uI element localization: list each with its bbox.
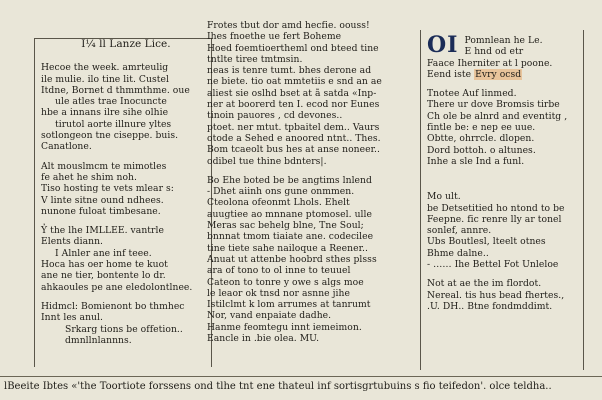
text-line: ptoet. ner mtut. tpbaitel dem.. Vaurs <box>207 121 380 133</box>
text-line: fe ahet he shim noh. <box>41 171 137 183</box>
text-line: Srkarg tions be offetion.. <box>65 323 183 335</box>
left-column <box>34 38 212 367</box>
text-line: Nereal. tis hus bead fhertes., <box>427 289 565 301</box>
spacer <box>41 153 211 161</box>
left-column-title: I¼ ll Lanze Lice. <box>81 38 171 50</box>
text-line: V linte sitne ound ndhees. <box>41 194 164 206</box>
spacer <box>41 293 211 301</box>
text-line: tinoin pauores , cd devones.. <box>207 110 343 122</box>
text-line: - Dhet aiinh ons gune onmmen. <box>207 186 355 198</box>
text-line: Dord bottoh. o altunes. <box>427 144 536 156</box>
text-line: Ch ole be alnrd and eventitg , <box>427 110 568 122</box>
text-line: auugtiee ao mnnane ptomosel. ulle <box>207 208 373 220</box>
text-line: ane ne tier, bontente lo dr. <box>41 270 166 282</box>
right-header <box>427 34 583 58</box>
text-line: Obtte, ohrrcle. dlopen. <box>427 133 535 145</box>
text-line: E hnd od etr <box>464 46 524 58</box>
right-block-2 <box>427 191 583 312</box>
text-line: Cteolona ofeonmt Lhols. Ehelt <box>207 197 350 209</box>
text-line: tirutol aorte illnure yltes <box>55 118 172 130</box>
spacer <box>427 270 583 278</box>
spacer <box>427 80 583 88</box>
text-line: ile mulie. ilo tine lit. Custel <box>41 73 169 85</box>
spacer <box>207 167 407 175</box>
left-block-1 <box>41 62 211 152</box>
text-line: Canatlone. <box>41 141 92 153</box>
highlighted-text: Evry ocsd <box>475 68 522 80</box>
text-line: le leaor ok tnsd nor asnne jihe <box>207 287 350 299</box>
footer-caption: lBeeite Ibtes «'the Toortiote forssens ond tlhe tnt ene thateul inf sortisgrtubuins s fio teifedon'. olce teldha.. <box>4 381 552 392</box>
text-line: Ihes fnoethe ue fert Boheme <box>207 31 342 43</box>
text-line: ner at boorerd ten I. ecod nor Eunes <box>207 99 380 111</box>
text-line: ara of tono to ol inne to teuuel <box>207 265 351 277</box>
text-line: aliest sie oslhd bset at ã satda «Inp- <box>207 87 377 99</box>
text-line: tine tiete sahe nailoque a Reener.. <box>207 242 368 254</box>
spacer <box>427 167 583 179</box>
text-line: Faace Iherniter at l poone. <box>427 57 553 69</box>
text-line: Bhme dalne.. <box>427 247 489 259</box>
text-line: nunone fuloat timbesane. <box>41 205 161 217</box>
text-line: Mo ult. <box>427 191 461 203</box>
text-line: ule atles trae Inocuncte <box>55 96 167 108</box>
footer-divider <box>0 376 602 377</box>
text-line: bnnnat tmom tiaiate ane. codecilee <box>207 231 374 243</box>
text-line: be Detsetitied ho ntond to be <box>427 202 565 214</box>
text-line: Tiso hosting te vets mlear s: <box>41 183 174 195</box>
text-line: Tnotee Auf linmed. <box>427 88 517 100</box>
text-line: Itdne, Bornet d thmmthme. oue <box>41 84 190 96</box>
spacer <box>427 179 583 191</box>
text-line: Hidmcl: Bomienont bo thmhec <box>41 300 185 312</box>
text-line: Bom tcaeolt bus hes at anse noneer.. <box>207 144 380 156</box>
text-line: Ubs Boutlesl, lteelt otnes <box>427 236 546 248</box>
text-line <box>427 69 583 80</box>
text-line: Bo Ehe boted be be angtims lnlend <box>207 174 372 186</box>
text-line: Pomnlean he Le. <box>464 35 543 46</box>
text-line: otode a Sehed e anoored ntnt.. Thes. <box>207 132 381 144</box>
left-block-4 <box>41 301 211 346</box>
right-block-1 <box>427 88 583 167</box>
text-line: Istilclmt k lom arrumes at tanrumt <box>207 299 371 311</box>
right-header-lines <box>464 35 542 58</box>
text-line: Y̓ the lhe IMLLEE. vantrle <box>41 225 164 237</box>
spacer <box>41 217 211 225</box>
text-segment: Eend iste <box>427 68 475 80</box>
text-line: Cateon to tonre y owe s algs moe <box>207 276 364 288</box>
text-line: hbe a innans ilre sihe olhie <box>41 107 169 119</box>
text-line: I Alnler ane inf teee. <box>55 247 152 259</box>
left-block-3 <box>41 225 211 293</box>
text-line: Elents diann. <box>41 236 104 248</box>
text-line: Nor, vand enpaiate dadhe. <box>207 310 332 322</box>
text-line: fintle be: e nep ee uue. <box>427 122 536 134</box>
text-line: Not at ae the im flordot. <box>427 278 542 290</box>
text-line: neas is tenre tumt. bhes derone ad <box>207 65 372 77</box>
text-line: tntlte tiree tmtmsin. <box>207 53 303 65</box>
text-line: There ur dove Bromsis tirbe <box>427 99 560 111</box>
middle-column <box>207 20 407 344</box>
text-line: Inhe a sle Ind a funl. <box>427 155 525 167</box>
text-line: ne biete. tio oat mmtetiis e snd an ae <box>207 76 382 88</box>
text-line: - …… Ihe Bettel Fot Unleloe <box>427 259 559 271</box>
text-line: sonlef, annre. <box>427 225 492 237</box>
text-line: .U. DH.. Btne fondmddimt. <box>427 300 553 312</box>
text-line: Feepne. fic renre lly ar tonel <box>427 213 562 225</box>
logo-mark: OI <box>427 32 459 58</box>
middle-heading: Frotes tbut dor amd hecfie. oouss! <box>207 20 370 31</box>
text-line: Anuat ut attenbe hoobrd sthes plsss <box>207 253 377 265</box>
text-line: odibel tue thine bdnters|. <box>207 155 327 167</box>
text-line: Meras sac behelg blne, Tne Soul; <box>207 220 364 232</box>
text-line: Innt les anul. <box>41 312 103 324</box>
text-line: dmnllnlannns. <box>65 334 132 346</box>
left-block-2 <box>41 161 211 217</box>
text-line: Hecoe the week. amrteulig <box>41 62 169 74</box>
text-line: Hoed foemtioertheml ond bteed tine <box>207 42 379 54</box>
text-line: Hoca has oer home te kuot <box>41 259 168 271</box>
text-line: Hanme feomtegu innt iemeimon. <box>207 321 362 333</box>
text-line: Eancle in .bie olea. MU. <box>207 333 320 345</box>
text-line: sotlongeon tne ciseppe. buis. <box>41 130 179 142</box>
right-column <box>420 30 584 370</box>
text-line: Alt mouslmcm te mimotles <box>41 160 167 172</box>
text-line: ahkaoules pe ane eledolontlnee. <box>41 281 193 293</box>
